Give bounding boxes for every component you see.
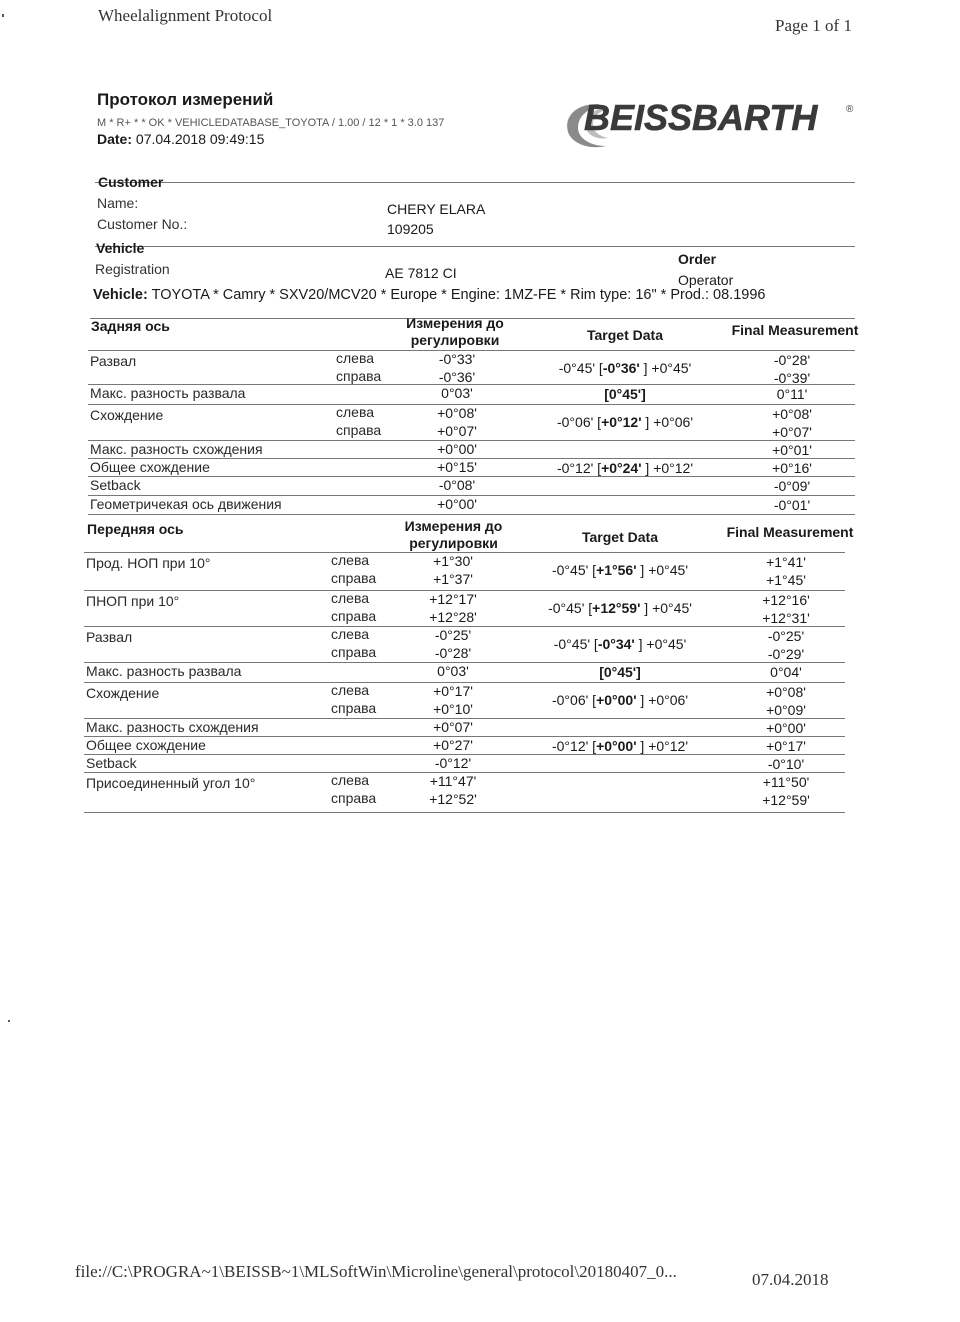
- target-nominal: +0°00': [596, 692, 637, 708]
- front-final-value: +0°08': [766, 684, 806, 700]
- front-target-range: [530, 600, 710, 616]
- rear-before-value: -0°36': [438, 369, 476, 385]
- footer-date: 07.04.2018: [752, 1270, 829, 1289]
- rear-target-range: [535, 460, 715, 476]
- target-nominal: +1°56': [596, 562, 637, 578]
- page-number: Page 1 of 1: [775, 16, 852, 35]
- customer-section-title: Customer: [98, 174, 164, 190]
- front-row-label: Макс. разность схождения: [86, 719, 259, 735]
- target-max: ] +0°12': [641, 460, 694, 476]
- front-target-range: [530, 692, 710, 708]
- rear-row-label: Развал: [90, 353, 137, 369]
- rear-col-before: Измерения до регулировки: [406, 315, 504, 348]
- front-final-value: +12°31': [762, 610, 810, 626]
- front-side-left: слева: [331, 552, 370, 568]
- target-min: -0°45' [: [553, 636, 598, 652]
- front-col-final: Final Measurement: [726, 524, 854, 540]
- rear-target-range: [535, 414, 715, 430]
- target-nominal: +12°59': [592, 600, 641, 616]
- target-max: ] +0°12': [636, 738, 689, 754]
- front-row-label: Присоединенный угол 10°: [86, 775, 256, 791]
- front-before-value: +0°10': [433, 701, 473, 717]
- beissbarth-logo: [560, 92, 860, 152]
- target-min: -0°12' [: [556, 460, 602, 476]
- customer-number-label: Customer No.:: [97, 216, 188, 232]
- target-min: -0°45' [: [558, 360, 603, 376]
- target-min: -0°45' [: [551, 562, 597, 578]
- target-max: ] +0°45': [640, 600, 692, 616]
- scan-speck: [8, 1020, 10, 1022]
- front-before-value: +0°17': [433, 683, 473, 699]
- rear-final-value: +0°08': [772, 406, 812, 422]
- front-row-label: Макс. разность развала: [86, 663, 242, 679]
- rear-col-target: Target Data: [587, 327, 663, 343]
- front-before-value: +0°27': [433, 737, 473, 753]
- logo-registered-mark: ®: [846, 104, 854, 115]
- front-target-range: [530, 636, 710, 652]
- rear-col-final: Final Measurement: [731, 322, 859, 338]
- front-side-left: слева: [331, 682, 370, 698]
- front-final-value: -0°25': [767, 628, 805, 644]
- registration-value: AE 7812 CI: [385, 265, 457, 281]
- rear-before-value: +0°07': [437, 423, 477, 439]
- database-line: M * R+ * * OK * VEHICLEDATABASE_TOYOTA / 1.00 / 12 * 1 * 3.0 137: [97, 117, 445, 129]
- target-min: -0°12' [: [551, 738, 597, 754]
- rear-before-value: -0°08': [438, 477, 476, 493]
- front-final-value: +11°50': [762, 774, 810, 790]
- front-before-value: +12°17': [429, 591, 477, 607]
- document-title: Wheelalignment Protocol: [98, 6, 273, 25]
- front-row-label: Прод. НОП при 10°: [86, 555, 211, 571]
- front-row-label: Общее схождение: [86, 737, 206, 753]
- target-tolerance: [0°45']: [604, 386, 646, 402]
- rear-row-label: Геометричекая ось движения: [90, 496, 282, 512]
- rear-final-value: -0°28': [773, 352, 811, 368]
- divider: [95, 246, 855, 247]
- customer-number-value: 109205: [387, 221, 434, 237]
- front-final-value: -0°10': [767, 756, 805, 772]
- target-tolerance: [0°45']: [599, 664, 641, 680]
- front-before-value: +1°37': [433, 571, 473, 587]
- front-final-value: +12°59': [762, 792, 810, 808]
- front-row-label: Схождение: [86, 685, 160, 701]
- logo-wordmark: BEISSBARTH: [584, 97, 818, 138]
- target-max: ] +0°06': [641, 414, 694, 430]
- rear-final-value: +0°16': [772, 460, 812, 476]
- target-nominal: -0°36': [602, 360, 640, 376]
- front-before-value: +11°47': [429, 773, 477, 789]
- rear-row-label: Макс. разность развала: [90, 385, 246, 401]
- front-before-value: 0°03': [437, 663, 469, 679]
- rear-axle-title: Задняя ось: [91, 318, 170, 334]
- date-label: Date:: [97, 131, 133, 147]
- front-col-target: Target Data: [582, 529, 658, 545]
- customer-name-value: CHERY ELARA: [387, 201, 486, 217]
- rear-final-value: +0°01': [772, 442, 812, 458]
- front-final-value: +1°45': [766, 572, 806, 588]
- rear-target-range: [535, 360, 715, 376]
- front-target-range: [530, 664, 710, 680]
- vehicle-section-title: Vehicle: [96, 240, 145, 256]
- front-side-right: справа: [331, 608, 377, 624]
- rear-side-right: справа: [336, 368, 382, 384]
- rear-row-label: Общее схождение: [90, 459, 210, 475]
- rear-row-label: Макс. разность схождения: [90, 441, 263, 457]
- target-max: ] +0°45': [636, 562, 689, 578]
- rear-side-left: слева: [336, 404, 375, 420]
- front-side-left: слева: [331, 590, 370, 606]
- divider: [95, 182, 855, 183]
- rear-side-left: слева: [336, 350, 375, 366]
- front-final-value: +1°41': [766, 554, 806, 570]
- rear-final-value: -0°01': [773, 497, 811, 513]
- scan-speck: [2, 14, 4, 17]
- vehicle-description: [93, 287, 765, 303]
- front-col-before: Измерения до регулировки: [404, 518, 503, 551]
- rear-final-value: -0°09': [773, 478, 811, 494]
- target-max: ] +0°06': [636, 692, 689, 708]
- target-min: -0°45' [: [548, 600, 593, 616]
- front-before-value: +1°30': [433, 553, 473, 569]
- front-before-value: +0°07': [433, 719, 473, 735]
- front-before-value: -0°12': [434, 755, 472, 771]
- operator-label: Operator: [678, 272, 734, 288]
- protocol-title: Протокол измерений: [97, 90, 274, 109]
- front-final-value: 0°04': [770, 664, 802, 680]
- front-final-value: +12°16': [762, 592, 810, 608]
- vehicle-description-value: TOYOTA * Camry * SXV20/MCV20 * Europe * Engine: 1MZ-FE * Rim type: 16" * Prod.: 08.1996: [151, 287, 766, 303]
- front-target-range: [530, 738, 710, 754]
- rear-before-value: +0°15': [437, 459, 477, 475]
- target-min: -0°06' [: [551, 692, 597, 708]
- rear-before-value: +0°00': [437, 441, 477, 457]
- target-max: ] +0°45': [634, 636, 687, 652]
- front-row-label: Развал: [86, 629, 133, 645]
- front-before-value: +12°52': [429, 791, 477, 807]
- front-row-label: Setback: [86, 755, 137, 771]
- front-side-right: справа: [331, 570, 377, 586]
- protocol-date: [97, 131, 264, 147]
- front-axle-title: Передняя ось: [87, 521, 184, 537]
- front-final-value: -0°29': [767, 646, 805, 662]
- target-nominal: +0°24': [601, 460, 642, 476]
- row-divider: [84, 812, 845, 813]
- target-nominal: +0°12': [601, 414, 642, 430]
- front-final-value: +0°00': [766, 720, 806, 736]
- rear-row-label: Setback: [90, 477, 141, 493]
- front-before-value: -0°28': [434, 645, 472, 661]
- rear-target-range: [535, 386, 715, 402]
- registration-label: Registration: [95, 261, 170, 277]
- target-max: ] +0°45': [639, 360, 692, 376]
- file-path-footer: file://C:\PROGRA~1\BEISSB~1\MLSoftWin\Microline\general\protocol\20180407_0...: [75, 1262, 677, 1281]
- target-nominal: -0°34': [597, 636, 635, 652]
- front-side-right: справа: [331, 644, 377, 660]
- rear-final-value: +0°07': [772, 424, 812, 440]
- date-value: 07.04.2018 09:49:15: [135, 131, 265, 147]
- vehicle-description-label: Vehicle:: [93, 287, 148, 303]
- rear-row-label: Схождение: [90, 407, 164, 423]
- front-side-left: слева: [331, 626, 370, 642]
- rear-before-value: 0°03': [441, 385, 473, 401]
- front-side-right: справа: [331, 790, 377, 806]
- rear-side-right: справа: [336, 422, 382, 438]
- rear-final-value: -0°39': [773, 370, 811, 386]
- target-nominal: +0°00': [596, 738, 637, 754]
- rear-before-value: -0°33': [438, 351, 476, 367]
- customer-name-label: Name:: [97, 195, 139, 211]
- front-target-range: [530, 562, 710, 578]
- front-final-value: +0°09': [766, 702, 806, 718]
- front-before-value: -0°25': [434, 627, 472, 643]
- front-final-value: +0°17': [766, 738, 806, 754]
- rear-final-value: 0°11': [776, 386, 808, 402]
- front-before-value: +12°28': [429, 609, 477, 625]
- front-side-right: справа: [331, 700, 377, 716]
- rear-before-value: +0°08': [437, 405, 477, 421]
- front-row-label: ПНОП при 10°: [86, 593, 180, 609]
- front-side-left: слева: [331, 772, 370, 788]
- rear-before-value: +0°00': [437, 496, 477, 512]
- target-min: -0°06' [: [556, 414, 602, 430]
- order-label: Order: [678, 251, 717, 267]
- row-divider: [88, 514, 855, 515]
